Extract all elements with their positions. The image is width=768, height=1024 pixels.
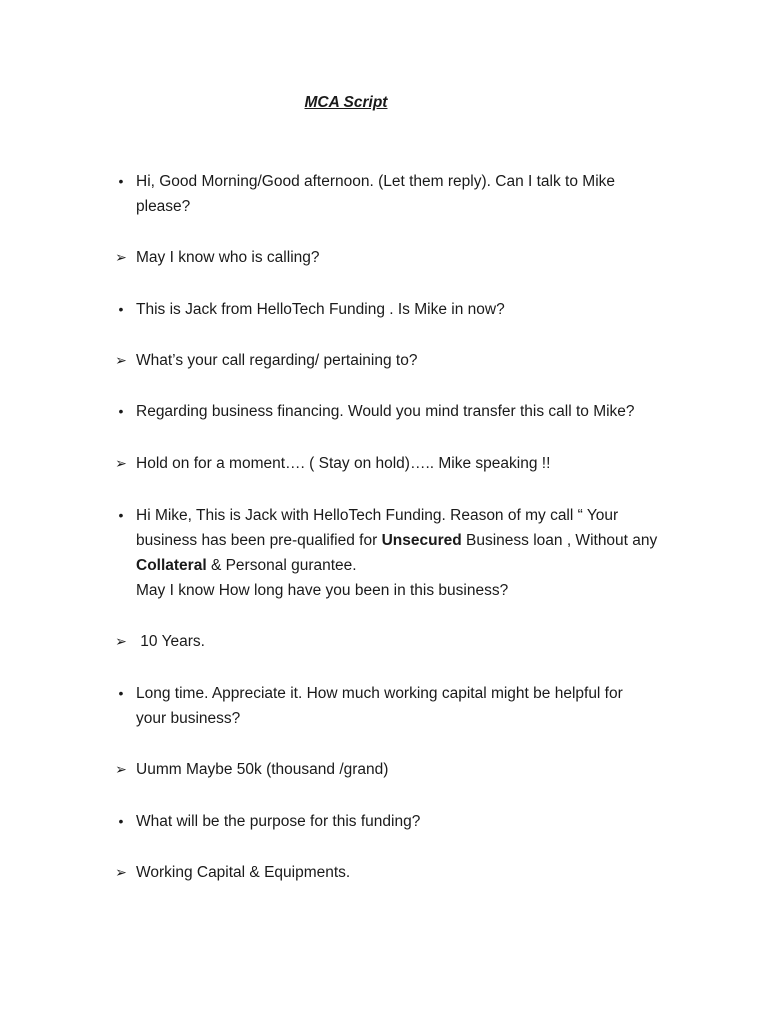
line-text (136, 757, 696, 782)
text-line: 10 Years. (136, 633, 205, 650)
text-line (136, 553, 696, 578)
line-text (136, 169, 696, 219)
line-text (136, 681, 696, 731)
line-text (136, 503, 696, 603)
line-text (136, 860, 696, 885)
text-line: Long time. Appreciate it. How much working capital might be helpful for (136, 685, 623, 702)
bullet-icon: • (118, 403, 124, 419)
arrow-bullet-icon: ➢ (115, 352, 127, 368)
text-segment: Business loan , Without any (461, 532, 658, 549)
text-line: Hi Mike, This is Jack with HelloTech Funding. Reason of my call “ Your (136, 507, 619, 524)
document-title: MCA Script (304, 94, 388, 111)
text-line (136, 528, 696, 553)
text-line: please? (136, 198, 191, 215)
arrow-bullet-icon: ➢ (115, 455, 127, 471)
bullet-icon: • (118, 685, 124, 701)
line-text (136, 809, 696, 834)
text-line: What will be the purpose for this funding? (136, 813, 421, 830)
line-text (136, 629, 696, 654)
line-text (136, 451, 696, 476)
line-text (136, 245, 696, 270)
text-segment: & Personal gurantee. (206, 557, 357, 574)
bullet-icon: • (118, 301, 124, 317)
text-line: Regarding business financing. Would you mind transfer this call to Mike? (136, 403, 635, 420)
arrow-bullet-icon: ➢ (115, 633, 127, 649)
text-line: This is Jack from HelloTech Funding . Is Mike in now? (136, 301, 505, 318)
text-line: Working Capital & Equipments. (136, 864, 351, 881)
bold-text: Collateral (136, 557, 207, 574)
bullet-icon: • (118, 813, 124, 829)
text-line: Hi, Good Morning/Good afternoon. (Let them reply). Can I talk to Mike (136, 173, 616, 190)
text-line: What’s your call regarding/ pertaining to? (136, 352, 418, 369)
arrow-bullet-icon: ➢ (115, 249, 127, 265)
line-text (136, 348, 696, 373)
bullet-icon: • (118, 173, 124, 189)
text-line: your business? (136, 710, 241, 727)
text-line: Hold on for a moment…. ( Stay on hold)….. Mike speaking !! (136, 455, 551, 472)
line-text (136, 297, 696, 322)
arrow-bullet-icon: ➢ (115, 761, 127, 777)
bullet-icon: • (118, 507, 124, 523)
text-line: May I know How long have you been in this business? (136, 582, 509, 599)
text-line: May I know who is calling? (136, 249, 320, 266)
arrow-bullet-icon: ➢ (115, 864, 127, 880)
line-text (136, 399, 696, 424)
text-segment: business has been pre-qualified for (136, 532, 382, 549)
text-line: Uumm Maybe 50k (thousand /grand) (136, 761, 389, 778)
bold-text: Unsecured (381, 532, 462, 549)
